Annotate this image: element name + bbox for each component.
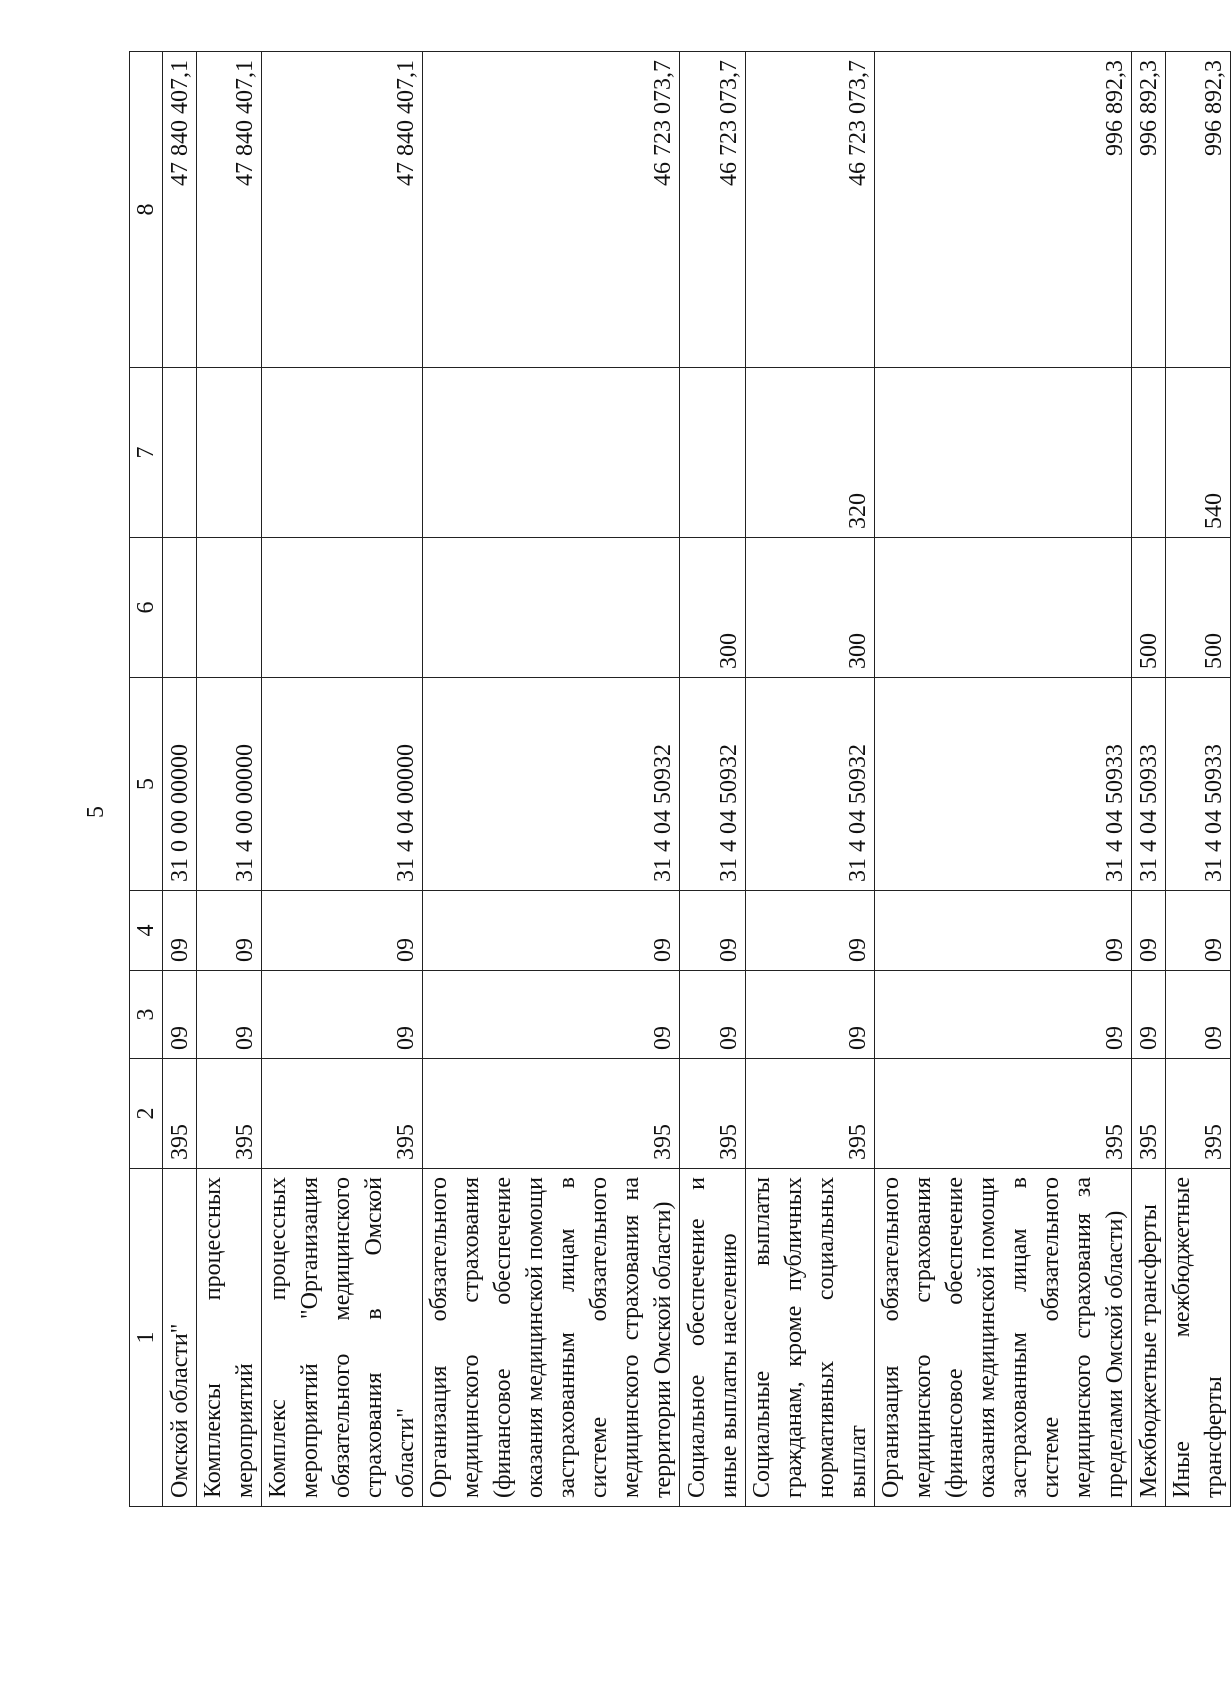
amount: 47 840 407,1 [163, 52, 197, 368]
amount: 47 840 407,1 [262, 52, 423, 368]
table-row [1166, 52, 1231, 1507]
ministry-code: 395 [1132, 1059, 1166, 1169]
subsection-code: 09 [680, 891, 746, 971]
column-header: 7 [130, 368, 163, 538]
section-code: 09 [262, 971, 423, 1059]
table-row [423, 52, 680, 1507]
row-name: Иные межбюджетные трансферты [1166, 1169, 1231, 1507]
amount: 46 723 073,7 [680, 52, 746, 368]
page-number: 5 [83, 806, 109, 818]
ministry-code: 395 [1166, 1059, 1231, 1169]
target-article-code: 31 0 00 00000 [163, 678, 197, 891]
expense-group-code [197, 538, 262, 678]
row-name: Омской области" [163, 1169, 197, 1507]
expense-subgroup-code [680, 368, 746, 538]
table-row [163, 52, 197, 1507]
ministry-code: 395 [875, 1059, 1132, 1169]
ministry-code: 395 [423, 1059, 680, 1169]
row-name: Социальные выплаты гражданам, кроме публичных нормативных социальных выплат [746, 1169, 875, 1507]
subsection-code: 09 [875, 891, 1132, 971]
target-article-code: 31 4 04 50932 [680, 678, 746, 891]
target-article-code: 31 4 04 50932 [423, 678, 680, 891]
expense-group-code [423, 538, 680, 678]
row-name: Комплексы процессных мероприятий [197, 1169, 262, 1507]
expense-group-code: 300 [746, 538, 875, 678]
target-article-code: 31 4 04 50933 [875, 678, 1132, 891]
subsection-code: 09 [746, 891, 875, 971]
section-code: 09 [163, 971, 197, 1059]
amount: 996 892,3 [875, 52, 1132, 368]
budget-table-container [129, 52, 1227, 1507]
target-article-code: 31 4 04 50933 [1166, 678, 1231, 891]
subsection-code: 09 [423, 891, 680, 971]
expense-group-code [262, 538, 423, 678]
target-article-code: 31 4 04 50933 [1132, 678, 1166, 891]
expense-subgroup-code [197, 368, 262, 538]
table-row [197, 52, 262, 1507]
column-header: 8 [130, 52, 163, 368]
expense-subgroup-code: 320 [746, 368, 875, 538]
subsection-code: 09 [262, 891, 423, 971]
column-header: 5 [130, 678, 163, 891]
table-row [746, 52, 875, 1507]
row-name: Социальное обеспечение и иные выплаты населению [680, 1169, 746, 1507]
column-header: 2 [130, 1059, 163, 1169]
target-article-code: 31 4 04 50932 [746, 678, 875, 891]
expense-group-code: 500 [1166, 538, 1231, 678]
expense-group-code: 300 [680, 538, 746, 678]
row-name: Комплекс процессных мероприятий "Организация обязательного медицинского страхования в Омской области" [262, 1169, 423, 1507]
section-code: 09 [423, 971, 680, 1059]
section-code: 09 [197, 971, 262, 1059]
table-row [262, 52, 423, 1507]
ministry-code: 395 [197, 1059, 262, 1169]
column-header: 3 [130, 971, 163, 1059]
ministry-code: 395 [680, 1059, 746, 1169]
column-header: 4 [130, 891, 163, 971]
subsection-code: 09 [163, 891, 197, 971]
expense-subgroup-code [262, 368, 423, 538]
section-code: 09 [746, 971, 875, 1059]
target-article-code: 31 4 00 00000 [197, 678, 262, 891]
column-header: 1 [130, 1169, 163, 1507]
row-name: Организация обязательного медицинского страхования (финансовое обеспечение оказания медицинской помощи застрахованным лицам в системе обязательного медицинского страхования за пределами Омской области) [875, 1169, 1132, 1507]
section-code: 09 [875, 971, 1132, 1059]
budget-table [129, 51, 1231, 1507]
section-code: 09 [1132, 971, 1166, 1059]
expense-group-code [875, 538, 1132, 678]
table-row [875, 52, 1132, 1507]
ministry-code: 395 [746, 1059, 875, 1169]
expense-subgroup-code: 540 [1166, 368, 1231, 538]
ministry-code: 395 [262, 1059, 423, 1169]
column-header: 6 [130, 538, 163, 678]
expense-group-code: 500 [1132, 538, 1166, 678]
column-number-row [130, 52, 163, 1507]
row-name: Межбюджетные трансферты [1132, 1169, 1166, 1507]
expense-subgroup-code [423, 368, 680, 538]
target-article-code: 31 4 04 00000 [262, 678, 423, 891]
table-row [1132, 52, 1166, 1507]
expense-subgroup-code [1132, 368, 1166, 538]
subsection-code: 09 [1132, 891, 1166, 971]
amount: 996 892,3 [1166, 52, 1231, 368]
subsection-code: 09 [197, 891, 262, 971]
table-row [680, 52, 746, 1507]
expense-group-code [163, 538, 197, 678]
amount: 46 723 073,7 [746, 52, 875, 368]
section-code: 09 [680, 971, 746, 1059]
section-code: 09 [1166, 971, 1231, 1059]
expense-subgroup-code [875, 368, 1132, 538]
ministry-code: 395 [163, 1059, 197, 1169]
expense-subgroup-code [163, 368, 197, 538]
amount: 47 840 407,1 [197, 52, 262, 368]
amount: 46 723 073,7 [423, 52, 680, 368]
row-name: Организация обязательного медицинского страхования (финансовое обеспечение оказания медицинской помощи застрахованным лицам в системе обязательного медицинского страхования на территории Омской области) [423, 1169, 680, 1507]
subsection-code: 09 [1166, 891, 1231, 971]
amount: 996 892,3 [1132, 52, 1166, 368]
